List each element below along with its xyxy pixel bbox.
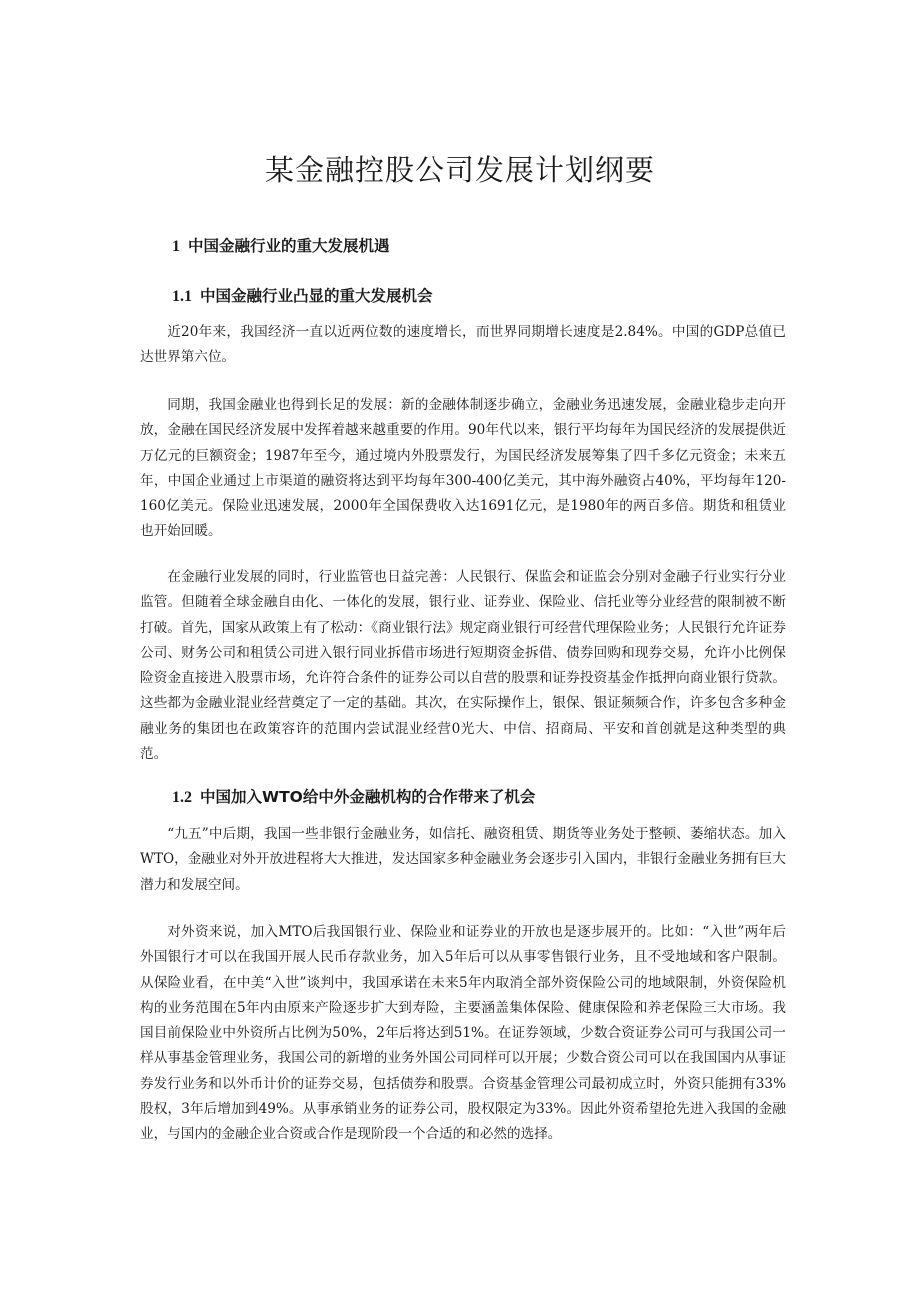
- paragraph-1-1-a: 近20年来，我国经济一直以近两位数的速度增长，而世界同期增长速度是2.84%。中国的GDP总值已达世界第六位。: [140, 324, 786, 366]
- section-1-number: 1: [172, 238, 180, 255]
- section-1-1-heading: [172, 284, 433, 306]
- section-1-1-number: 1.1: [172, 288, 192, 305]
- paragraph-1-2-a: “九五”中后期，我国一些非银行金融业务，如信托、融资租赁、期货等业务处于整顿、萎缩状态。加入WTO，金融业对外开放进程将大大推进，发达国家多种金融业务会逐步引入国内，非银行金融业务拥有巨大潜力和发展空间。: [140, 826, 786, 893]
- document-title: 某金融控股公司发展计划纲要: [264, 153, 655, 187]
- section-1-2-heading: [172, 785, 535, 807]
- section-1-heading: [172, 234, 390, 256]
- section-1-title: 中国金融行业的重大发展机遇: [188, 237, 390, 255]
- paragraph-1-2-b: 对外资来说，加入MTO后我国银行业、保险业和证券业的开放也是逐步展开的。比如：“入世”两年后外国银行才可以在我国开展人民币存款业务，加入5年后可以从事零售银行业务，且不受地域和客户限制。从保险业看，在中美“入世”谈判中，我国承诺在未来5年内取消全部外资保险公司的地域限制，外资保险机构的业务范围在5年内由原来产险逐步扩大到寿险，主要涵盖集体保险、健康保险和养老保险三大市场。我国目前保险业中外资所占比例为50%，2年后将达到51%。在证券领域，少数合资证券公司可与我国公司一样从事基金管理业务，我国公司的新增的业务外国公司同样可以开展；少数合资公司可以在我国国内从事证券发行业务和以外币计价的证券交易，包括债券和股票。合资基金管理公司最初成立时，外资只能拥有33%股权，3年后增加到49%。从事承销业务的证券公司，股权限定为33%。因此外资希望抢先进入我国的金融业，与国内的金融企业合资或合作是现阶段一个合适的和必然的选择。: [140, 924, 786, 1143]
- section-1-2-title: 中国加入WTO给中外金融机构的合作带来了机会: [200, 788, 536, 806]
- section-1-2-number: 1.2: [172, 789, 192, 806]
- paragraph-1-1-b: 同期，我国金融业也得到长足的发展：新的金融体制逐步确立，金融业务迅速发展，金融业稳步走向开放，金融在国民经济发展中发挥着越来越重要的作用。90年代以来，银行平均每年为国民经济的发展提供近万亿元的巨额资金；1987年至今，通过境内外股票发行，为国民经济发展筹集了四千多亿元资金；未来五年，中国企业通过上市渠道的融资将达到平均每年300-400亿美元，其中海外融资占40%，平均每年120-160亿美元。保险业迅速发展，2000年全国保费收入达1691亿元，是1980年的两百多倍。期货和租赁业也开始回暖。: [140, 397, 786, 540]
- paragraph-1-1-c: 在金融行业发展的同时，行业监管也日益完善：人民银行、保监会和证监会分别对金融子行业实行分业监管。但随着全球金融自由化、一体化的发展，银行业、证券业、保险业、信托业等分业经营的限制被不断打破。首先，国家从政策上有了松动：《商业银行法》规定商业银行可经营代理保险业务；人民银行允许证券公司、财务公司和租赁公司进入银行同业拆借市场进行短期资金拆借、债券回购和现券交易，允许小比例保险资金直接进入股票市场，允许符合条件的证券公司以自营的股票和证券投资基金作抵押向商业银行贷款。这些都为金融业混业经营奠定了一定的基础。其次，在实际操作上，银保、银证频频合作，许多包含多种金融业务的集团也在政策容许的范围内尝试混业经营0光大、中信、招商局、平安和首创就是这种类型的典范。: [140, 569, 786, 763]
- section-1-1-title: 中国金融行业凸显的重大发展机会: [200, 287, 433, 305]
